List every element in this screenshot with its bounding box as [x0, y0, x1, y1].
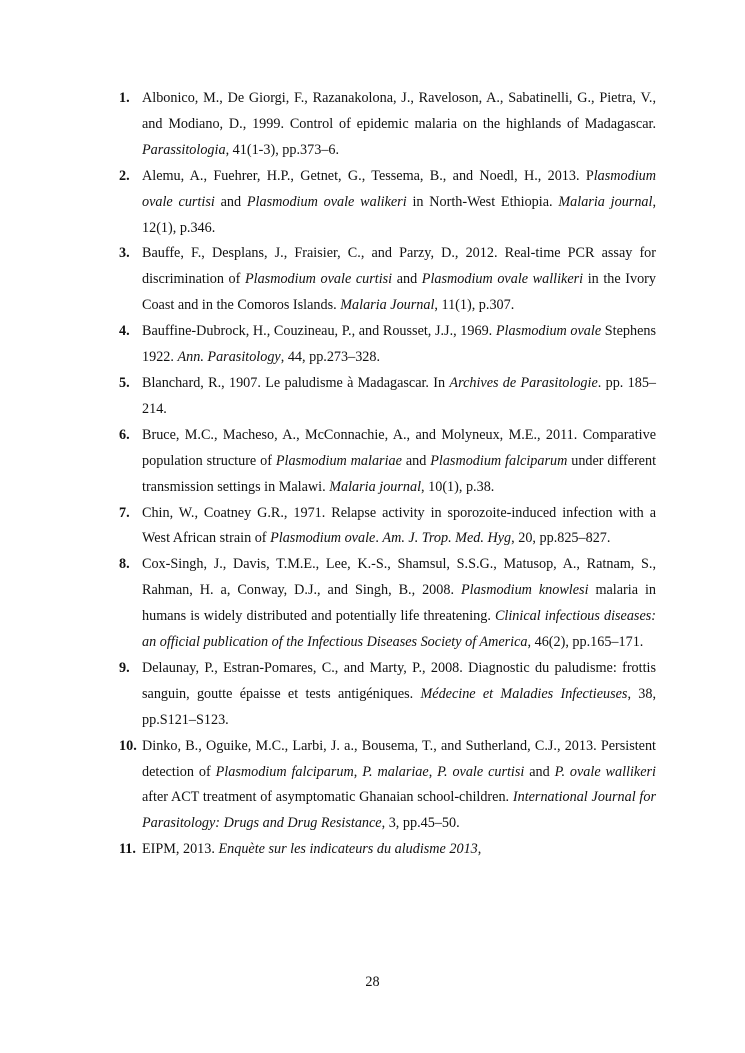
reference-text: Bruce, M.C., Macheso, A., McConnachie, A., and Molyneux, M.E., 2011. Comparative population structure of	[142, 426, 656, 469]
reference-text: ,	[477, 841, 482, 858]
reference-italic-text: Plasmodium ovale	[495, 323, 602, 340]
reference-italic-text: Plasmodium ovale curtisi	[244, 271, 393, 288]
reference-text: under different transmission settings in Malawi.	[142, 452, 657, 495]
reference-text: , 20, pp.825–827.	[511, 530, 611, 547]
reference-italic-text: Plasmodium ovale wallikeri	[421, 271, 584, 288]
reference-text: ,	[428, 763, 438, 780]
reference-text: , 38, pp.S121–S123.	[142, 685, 656, 728]
reference-number: 8.	[119, 556, 130, 573]
reference-text: Cox-Singh, J., Davis, T.M.E., Lee, K.-S., Shamsul, S.S.G., Matusop, A., Ratnam, S., Rahman, H. a, Conway, D.J., and Singh, B., 2008.	[142, 556, 656, 599]
reference-item	[119, 86, 656, 164]
reference-text: ,	[353, 763, 363, 780]
reference-italic-text: International Journal for Parasitology: Drugs and Drug Resistance	[142, 789, 656, 832]
reference-item	[119, 501, 656, 553]
reference-text: , 3, pp.45–50.	[381, 815, 460, 832]
reference-text: and	[401, 452, 431, 469]
reference-text: and	[392, 271, 422, 288]
reference-italic-text: Plasmodium falciparum	[215, 763, 354, 780]
reference-item	[119, 319, 656, 371]
reference-item	[119, 241, 656, 319]
reference-number: 1.	[119, 90, 130, 106]
reference-item	[119, 552, 656, 656]
reference-italic-text: P. ovale wallikeri	[554, 763, 656, 780]
reference-text: Delaunay, P., Estran-Pomares, C., and Marty, P., 2008. Diagnostic du paludisme: frottis sanguin, goutte épaisse et tests antigéniques.	[142, 659, 656, 702]
reference-italic-text: Plasmodium falciparum	[430, 452, 568, 469]
reference-text: , 11(1), p.307.	[434, 297, 515, 314]
reference-text: Bauffine-Dubrock, H., Couzineau, P., and Rousset, J.J., 1969.	[142, 323, 496, 340]
reference-number: 11.	[119, 841, 136, 858]
reference-italic-text: Malaria journal	[329, 478, 422, 495]
reference-italic-text: Plasmodium malariae	[275, 452, 402, 469]
reference-italic-text: Clinical infectious diseases: an official publication of the Infectious Diseases Society of America	[142, 608, 656, 651]
reference-item	[119, 734, 656, 838]
reference-text: and	[524, 763, 555, 780]
reference-text: Bauffe, F., Desplans, J., Fraisier, C., and Parzy, D., 2012. Real-time PCR assay for discrimination of	[142, 245, 656, 288]
reference-italic-text: Plasmodium ovale	[270, 530, 376, 547]
reference-text: malaria in humans is widely distributed and potentially life threatening.	[142, 582, 656, 625]
reference-italic-text: Parassitologia	[142, 141, 226, 158]
reference-text: Chin, W., Coatney G.R., 1971. Relapse activity in sporozoite-induced infection with a West African strain of	[142, 504, 656, 547]
reference-text: EIPM, 2013.	[142, 841, 219, 858]
reference-text: in the Ivory Coast and in the Comoros Islands.	[142, 271, 656, 314]
reference-italic-text: Ann. Parasitology	[177, 349, 281, 366]
reference-italic-text: Plasmodium knowlesi	[460, 582, 589, 599]
reference-text: , 46(2), pp.165–171.	[527, 634, 644, 651]
reference-text: Albonico, M., De Giorgi, F., Razanakolona, J., Raveloson, A., Sabatinelli, G., Pietra, V., and Modiano, D., 1999. Control of epidemic malaria on the highlands of Madagascar.	[142, 90, 656, 132]
reference-text: .	[375, 530, 383, 547]
reference-item	[119, 656, 656, 734]
reference-italic-text: Am. J. Trop. Med. Hyg	[382, 530, 512, 547]
reference-text: Blanchard, R., 1907. Le paludisme à Madagascar. In	[142, 374, 450, 391]
reference-italic-text: P. ovale curtisi	[437, 763, 525, 780]
reference-text: Alemu, A., Fuehrer, H.P., Getnet, G., Tessema, B., and Noedl, H., 2013. P	[142, 167, 594, 184]
reference-italic-text: Médecine et Maladies Infectieuses	[420, 685, 628, 702]
reference-text: , 10(1), p.38.	[421, 478, 495, 495]
reference-number: 4.	[119, 323, 130, 340]
reference-text: in North-West Ethiopia.	[406, 193, 559, 210]
reference-italic-text: Enquète sur les indicateurs du aludisme 2013	[218, 841, 478, 858]
reference-number: 10.	[119, 737, 137, 754]
reference-text: , 41(1-3), pp.373–6.	[225, 141, 340, 158]
reference-number: 3.	[119, 245, 130, 262]
page-number: 28	[365, 974, 380, 990]
reference-list	[119, 86, 656, 863]
reference-italic-text: Archives de Parasitologie	[449, 374, 598, 391]
reference-italic-text: Malaria journal	[558, 193, 653, 210]
reference-number: 2.	[119, 167, 130, 184]
reference-italic-text: P. malariae	[362, 763, 429, 780]
reference-text: , 12(1), p.346.	[142, 193, 656, 236]
reference-item	[119, 423, 656, 501]
reference-italic-text: Malaria Journal	[340, 297, 435, 314]
reference-item	[119, 371, 656, 423]
reference-number: 5.	[119, 374, 130, 391]
reference-item	[119, 164, 656, 242]
reference-italic-text: Plasmodium ovale walikeri	[246, 193, 407, 210]
reference-number: 9.	[119, 659, 130, 676]
reference-text: Dinko, B., Oguike, M.C., Larbi, J. a., Bousema, T., and Sutherland, C.J., 2013. Persistent detection of	[142, 737, 656, 780]
reference-number: 7.	[119, 504, 130, 521]
reference-text: and	[214, 193, 247, 210]
reference-number: 6.	[119, 426, 130, 443]
reference-text: after ACT treatment of asymptomatic Ghanaian school-children.	[142, 789, 513, 806]
reference-text: . pp. 185–214.	[142, 374, 656, 417]
reference-text: Stephens 1922.	[142, 323, 656, 366]
reference-item	[119, 837, 656, 863]
reference-text: , 44, pp.273–328.	[280, 349, 381, 366]
reference-italic-text: lasmodium ovale curtisi	[142, 167, 656, 210]
